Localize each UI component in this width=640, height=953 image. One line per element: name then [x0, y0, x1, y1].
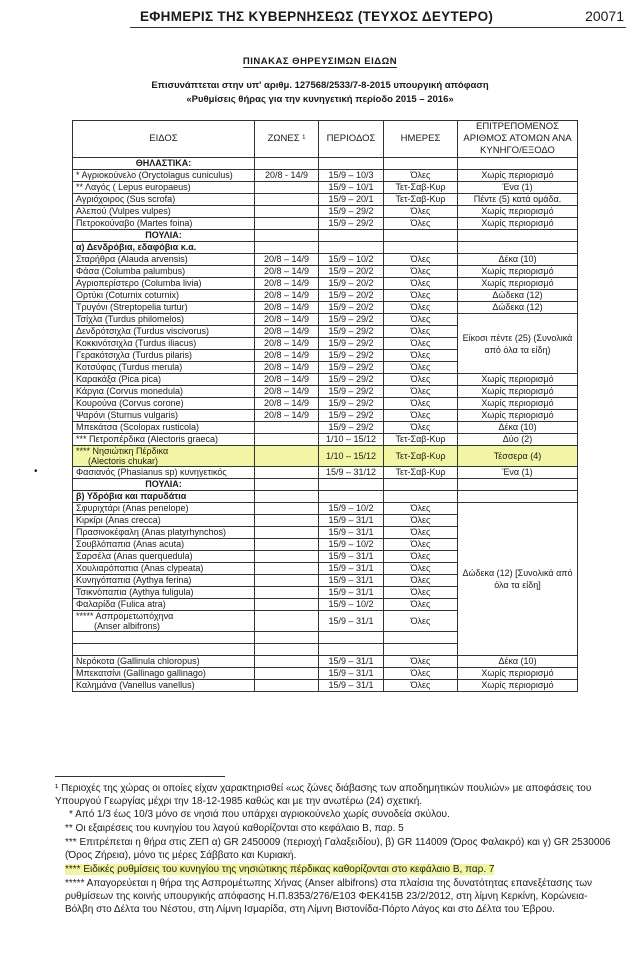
table-title: ΠΙΝΑΚΑΣ ΘΗΡΕΥΣΙΜΩΝ ΕΙΔΩΝ: [242, 56, 398, 67]
page-header: [0, 0, 640, 30]
table-row: Σφυριχτάρι (Anas penelope) 15/9 – 10/2 Όλες Δώδεκα (12) [Συνολικά από όλα τα είδη]: [73, 503, 578, 515]
gazette-title: ΕΦΗΜΕΡΙΣ ΤΗΣ ΚΥΒΕΡΝΗΣΕΩΣ (ΤΕΥΧΟΣ ΔΕΥΤΕΡΟ): [140, 9, 494, 24]
page-number: 20071: [585, 8, 624, 24]
table-row: ** Λαγός ( Lepus europaeus) 15/9 – 10/1 Τετ-Σαβ-Κυρ Ένα (1): [73, 182, 578, 194]
table-row: Μπεκάτσα (Scolopax rusticola) 15/9 – 29/2 Όλες Δέκα (10): [73, 422, 578, 434]
waterfowl-group-limit: Δώδεκα (12) [Συνολικά από όλα τα είδη]: [458, 503, 578, 656]
table-row: Νερόκοτα (Gallinula chloropus) 15/9 – 31/1 Όλες Δέκα (10): [73, 656, 578, 668]
col-zones: ΖΩΝΕΣ ¹: [255, 121, 319, 158]
table-row: Αγριόχοιρος (Sus scrofa) 15/9 – 20/1 Τετ-Σαβ-Κυρ Πέντε (5) κατά ομάδα.: [73, 194, 578, 206]
footnote-4: *** Επιτρέπεται η θήρα στις ΖΕΠ α) GR 2450009 (περιοχή Γαλαξειδίου), β) GR 114009 (Όρος Φαλακρό) και γ) GR 2530006 (Όρος Ζήρεια), μόνο τις μέρες Σάββατο και Κυριακή.: [65, 837, 611, 861]
subsection-b: β) Υδρόβια και παρυδάτια: [73, 491, 255, 503]
table-header-row: [73, 121, 578, 158]
thrush-group-limit: Είκοσι πέντε (25) (Συνολικά από όλα τα είδη): [458, 314, 578, 374]
table-row: Κάργια (Corvus monedula) 20/8 – 14/9 15/9 – 29/2 Όλες Χωρίς περιορισμό: [73, 386, 578, 398]
subsection-a: α) Δενδρόβια, εδαφόβια κ.α.: [73, 242, 255, 254]
table-row: Κιρκίρι (Anas crecca) 15/9 – 31/1 Όλες: [73, 515, 578, 527]
section-birds-2: ΠΟΥΛΙΑ:: [73, 479, 255, 491]
table-row: *** Πετροπέρδικα (Alectoris graeca) 1/10 – 15/12 Τετ-Σαβ-Κυρ Δύο (2): [73, 434, 578, 446]
table-row: Φαλαρίδα (Fulica atra) 15/9 – 10/2 Όλες: [73, 599, 578, 611]
table-row: Χουλιαρόπαπια (Anas clypeata) 15/9 – 31/1 Όλες: [73, 563, 578, 575]
section-birds: ΠΟΥΛΙΑ:: [73, 230, 255, 242]
table-row: Καλημάνα (Vanellus vanellus) 15/9 – 31/1 Όλες Χωρίς περιορισμό: [73, 680, 578, 692]
col-period: ΠΕΡΙΟΔΟΣ: [319, 121, 384, 158]
table-row: Τσίχλα (Turdus philomelos) 20/8 – 14/9 15/9 – 29/2 Όλες Είκοσι πέντε (25) (Συνολικά από όλα τα είδη): [73, 314, 578, 326]
game-species-table: [72, 120, 578, 692]
table-row-highlighted: **** Νησιώτικη Πέρδικα (Alectoris chukar) 1/10 – 15/12 Τετ-Σαβ-Κυρ Τέσσερα (4): [73, 446, 578, 467]
table-row: Σουβλόπαπια (Anas acuta) 15/9 – 10/2 Όλες: [73, 539, 578, 551]
footnote-5-highlighted: **** Ειδικές ρυθμίσεις του κυνηγίου της νησιώτικης πέρδικας καθορίζονται στο κεφάλαιο Β, παρ. 7: [65, 864, 495, 875]
table-row: Γερακότσιχλα (Turdus pilaris) 20/8 – 14/9 15/9 – 29/2 Όλες: [73, 350, 578, 362]
section-mammals: ΘΗΛΑΣΤΙΚΑ:: [73, 158, 255, 170]
table-row: Φασιανός (Phasianus sp) κυνηγετικός 15/9 – 31/12 Τετ-Σαβ-Κυρ Ένα (1): [73, 467, 578, 479]
table-row: Δενδρότσιχλα (Turdus viscivorus) 20/8 – 14/9 15/9 – 29/2 Όλες: [73, 326, 578, 338]
footnote-3: ** Οι εξαιρέσεις του κυνηγίου του λαγού καθορίζονται στο κεφάλαιο Β, παρ. 5: [65, 823, 404, 834]
table-row: Ορτύκι (Coturnix coturnix) 20/8 – 14/9 15/9 – 20/2 Όλες Δώδεκα (12): [73, 290, 578, 302]
table-row: Καρακάξα (Pica pica) 20/8 – 14/9 15/9 – 29/2 Όλες Χωρίς περιορισμό: [73, 374, 578, 386]
footnote-rule: [55, 776, 225, 777]
margin-dot: •: [34, 466, 38, 477]
footnote-1: ¹ Περιοχές της χώρας οι οποίες είχαν χαρακτηρισθεί «ως ζώνες διάβασης των αποδημητικών πουλιών» με αποφάσεις του Υπουργού Γεωργίας μέχρι την 18-12-1985 καθώς και με την ανωτέρω (24) σχετική.: [55, 783, 592, 807]
table-row: Πετροκούναβο (Martes foina) 15/9 – 29/2 Όλες Χωρίς περιορισμό: [73, 218, 578, 230]
table-row: Ψαρόνι (Sturnus vulgaris) 20/8 – 14/9 15/9 – 29/2 Όλες Χωρίς περιορισμό: [73, 410, 578, 422]
table-row: Αγριοπερίστερο (Columba livia) 20/8 – 14/9 15/9 – 20/2 Όλες Χωρίς περιορισμό: [73, 278, 578, 290]
table-row: Κοτσύφας (Turdus merula) 20/8 – 14/9 15/9 – 29/2 Όλες: [73, 362, 578, 374]
table-row: Αλεπού (Vulpes vulpes) 15/9 – 29/2 Όλες Χωρίς περιορισμό: [73, 206, 578, 218]
caption-line-1: Επισυνάπτεται στην υπ' αριθμ. 127568/2533/7-8-2015 υπουργική απόφαση: [151, 80, 489, 91]
footnote-6: ***** Απαγορεύεται η θήρα της Ασπρομέτωπης Χήνας (Anser albifrons) στα πλαίσια της δυνατότητας επανεξέτασης των ρυθμίσεων της κοινής υπουργικής απόφασης Η.Π.8353/276/Ε103 ΦΕΚ415Β 23/2/2012, στη λίμνη Κερκίνη, Κορώνεια-Βόλβη στο Δέλτα του Νέστου, στη Λίμνη Ισμαρίδα, στη Λίμνη Βιστονίδα-Πόρτο Λάγος και στο Δέλτα του Έβρου.: [65, 878, 593, 915]
table-row: Τσικνόπαπια (Aythya fuligula) 15/9 – 31/1 Όλες: [73, 587, 578, 599]
footnote-2: * Από 1/3 έως 10/3 μόνο σε νησιά που υπάρχει αγριοκούνελο χωρίς συνοδεία σκύλου.: [69, 809, 450, 820]
table-row: Κυνηγόπαπια (Aythya ferina) 15/9 – 31/1 Όλες: [73, 575, 578, 587]
table-row: Φάσα (Columba palumbus) 20/8 – 14/9 15/9 – 20/2 Όλες Χωρίς περιορισμό: [73, 266, 578, 278]
header-rule: [130, 27, 626, 28]
table-row: ***** Ασπρομετωπόχηνα (Anser albifrons) 15/9 – 31/1 Όλες: [73, 611, 578, 632]
col-limit: ΕΠΙΤΡΕΠΟΜΕΝΟΣ ΑΡΙΘΜΟΣ ΑΤΟΜΩΝ ΑΝΑ ΚΥΝΗΓΟ/ΕΞΟΔΟ: [458, 121, 578, 158]
table-row: Μπεκατσίνι (Gallinago gallinago) 15/9 – 31/1 Όλες Χωρίς περιορισμό: [73, 668, 578, 680]
col-days: ΗΜΕΡΕΣ: [384, 121, 458, 158]
table-row: Πρασινοκέφαλη (Anas platyrhynchos) 15/9 – 31/1 Όλες: [73, 527, 578, 539]
table-row: Σαρσέλα (Anas querquedula) 15/9 – 31/1 Όλες: [73, 551, 578, 563]
table-row: Κοκκινότσιχλα (Turdus iliacus) 20/8 – 14/9 15/9 – 29/2 Όλες: [73, 338, 578, 350]
caption-line-2: «Ρυθμίσεις θήρας για την κυνηγετική περίοδο 2015 – 2016»: [186, 94, 454, 105]
col-species: ΕΙΔΟΣ: [73, 121, 255, 158]
table-row: Τρυγόνι (Streptopelia turtur) 20/8 – 14/9 15/9 – 20/2 Όλες Δώδεκα (12): [73, 302, 578, 314]
table-row: Κουρούνα (Corvus corone) 20/8 – 14/9 15/9 – 29/2 Όλες Χωρίς περιορισμό: [73, 398, 578, 410]
table-row: Σταρήθρα (Alauda arvensis) 20/8 – 14/9 15/9 – 10/2 Όλες Δέκα (10): [73, 254, 578, 266]
table-row: * Αγριοκούνελο (Oryctolagus cuniculus) 20/8 - 14/9 15/9 – 10/3 Όλες Χωρίς περιορισμό: [73, 170, 578, 182]
